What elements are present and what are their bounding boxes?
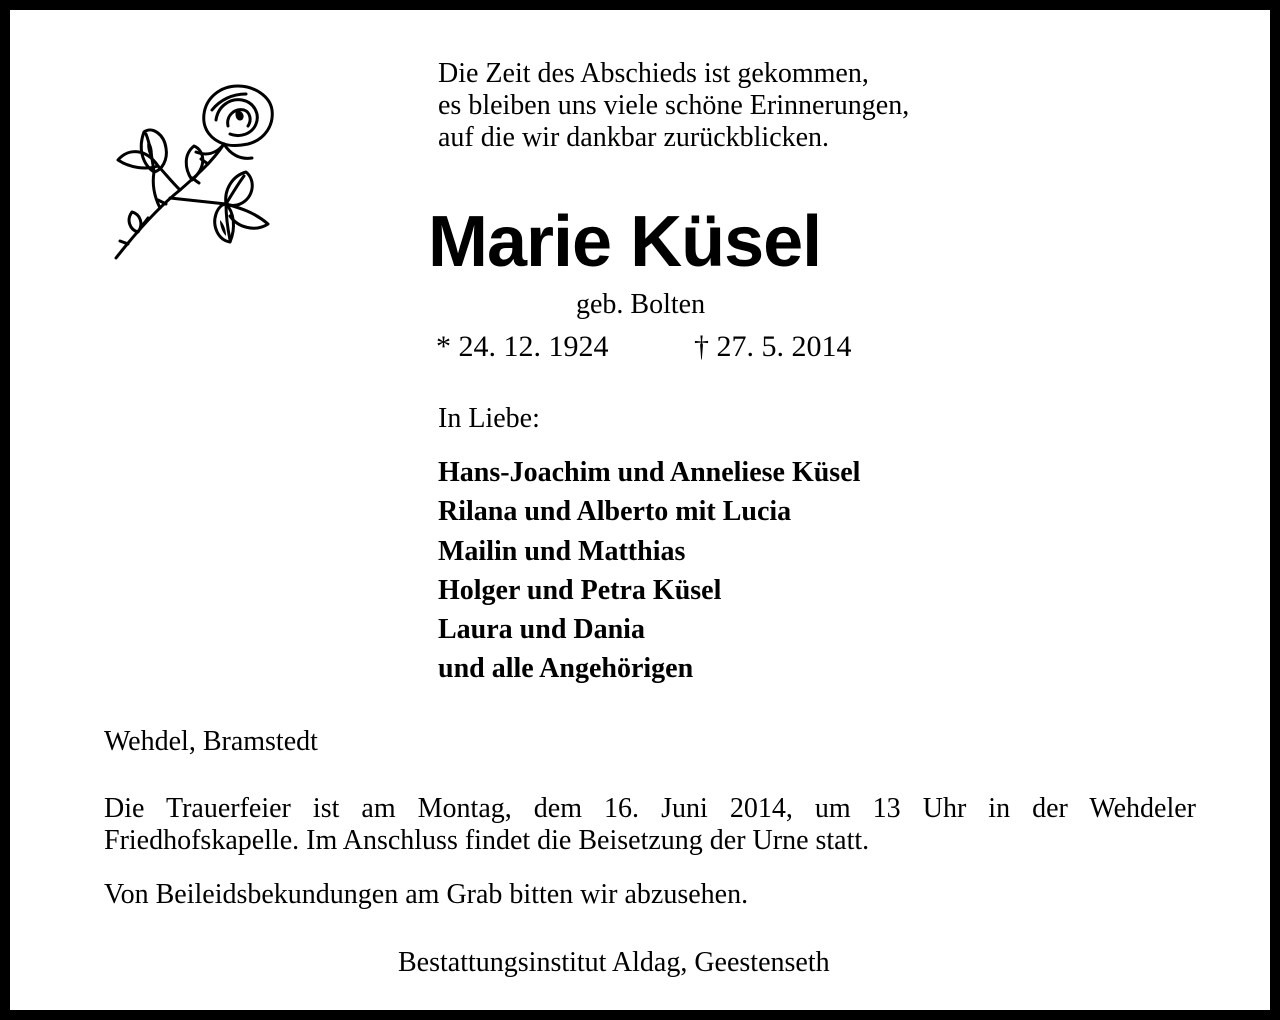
mourner-line: Rilana und Alberto mit Lucia xyxy=(438,496,792,528)
ceremony-line: Friedhofskapelle. Im Anschluss findet die Beisetzung der Urne statt. xyxy=(104,825,870,856)
death-date: † 27. 5. 2014 xyxy=(694,330,852,363)
birth-date: * 24. 12. 1924 xyxy=(436,330,609,363)
condolence-request: Von Beileidsbekundungen am Grab bitten wir abzusehen. xyxy=(104,879,749,910)
poem-line: Die Zeit des Abschieds ist gekommen, xyxy=(438,58,869,89)
mourner-line: Mailin und Matthias xyxy=(438,535,686,567)
undertaker-line: Bestattungsinstitut Aldag, Geestenseth xyxy=(398,947,830,978)
mourner-line: Laura und Dania xyxy=(438,614,645,646)
mourner-line: Holger und Petra Küsel xyxy=(438,574,722,606)
rose-icon xyxy=(108,80,280,266)
mourner-line: Hans-Joachim und Anneliese Küsel xyxy=(438,457,861,488)
ceremony-line: Die Trauerfeier ist am Montag, dem 16. Juni 2014, um 13 Uhr in der Wehdeler xyxy=(104,793,1196,824)
ceremony-paragraph xyxy=(104,793,1196,857)
in-love-label: In Liebe: xyxy=(438,403,540,434)
deceased-name: Marie Küsel xyxy=(428,202,822,282)
maiden-name: geb. Bolten xyxy=(576,289,706,320)
place-line: Wehdel, Bramstedt xyxy=(104,726,318,757)
mourners-list xyxy=(438,453,860,689)
poem xyxy=(438,58,909,154)
poem-line: auf die wir dankbar zurückblicken. xyxy=(438,122,830,153)
mourner-line: und alle Angehörigen xyxy=(438,653,694,685)
poem-line: es bleiben uns viele schöne Erinnerungen, xyxy=(438,90,910,121)
